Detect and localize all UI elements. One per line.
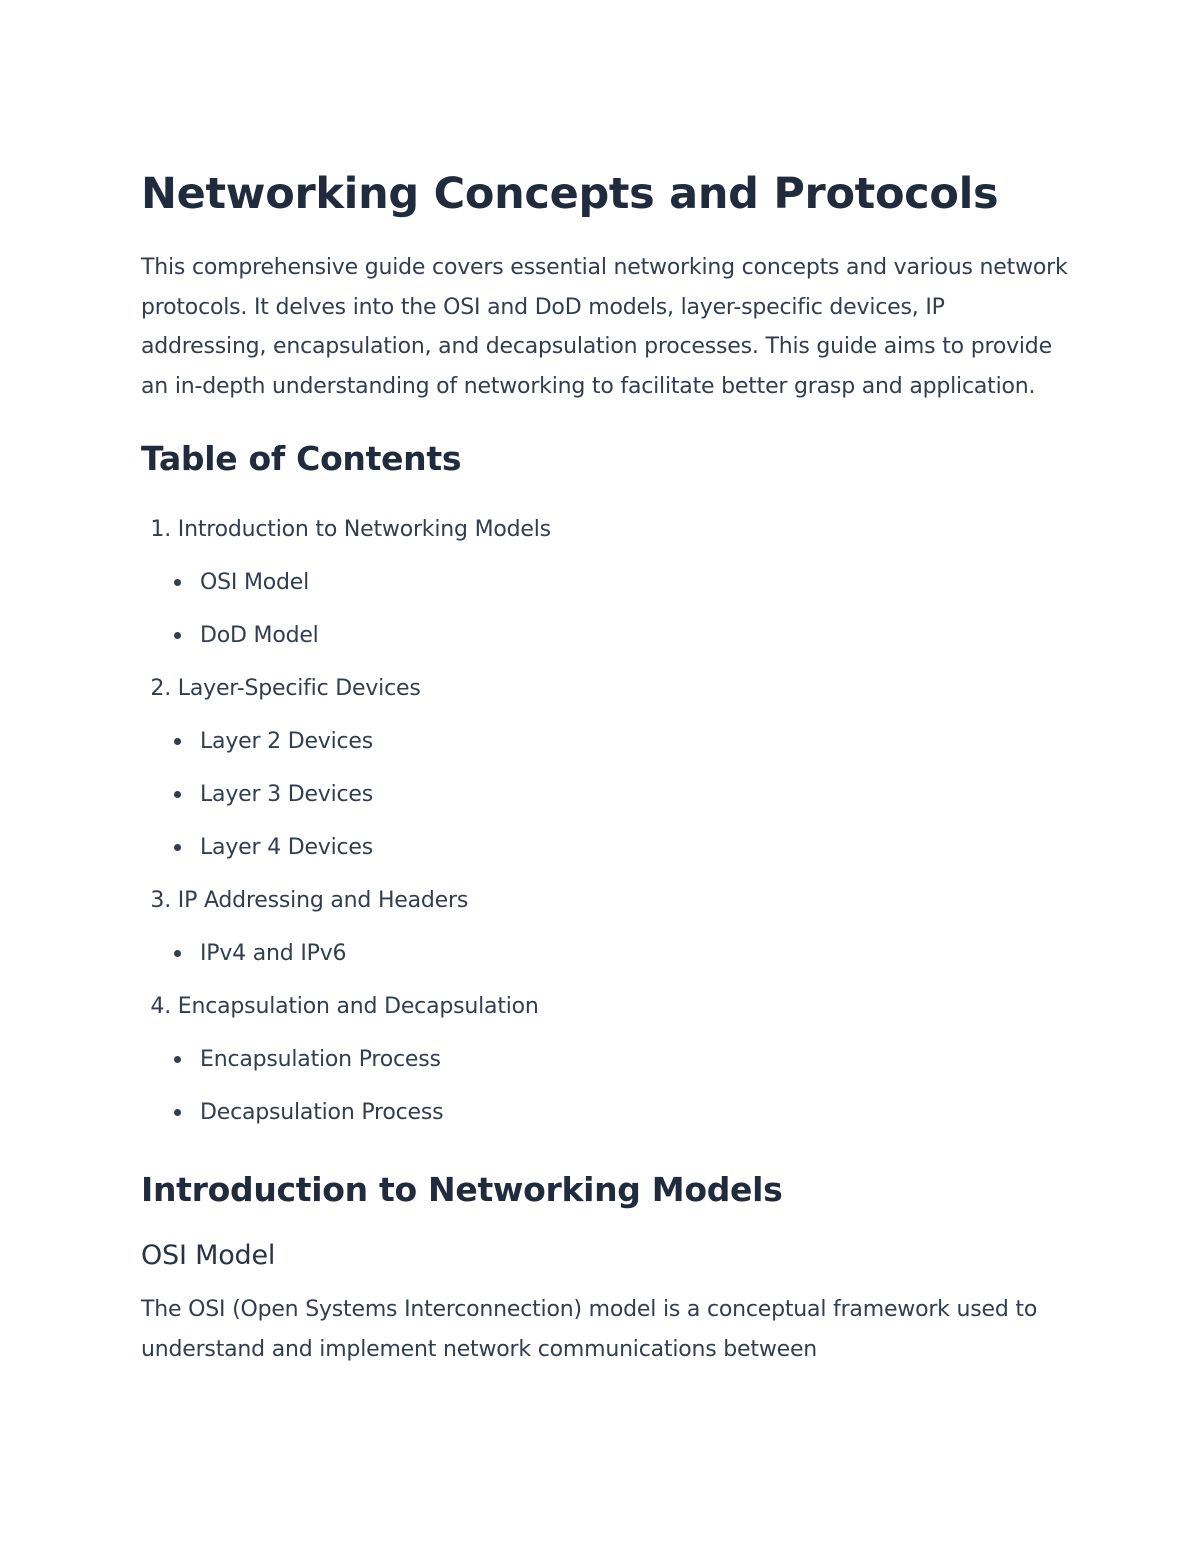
toc-subitem-label: OSI Model (200, 570, 310, 595)
bullet-icon (174, 1056, 181, 1063)
toc-subitem-label: Encapsulation Process (200, 1047, 441, 1072)
toc-subitem[interactable] (141, 1033, 1071, 1086)
toc-item[interactable] (141, 874, 1071, 980)
toc-heading: Table of Contents (141, 439, 462, 478)
toc-sublist (141, 1033, 1071, 1139)
section-paragraph: The OSI (Open Systems Interconnection) model is a conceptual framework used to understand and implement network communications between (141, 1297, 1038, 1362)
bullet-icon (174, 1109, 181, 1116)
toc-sublist (141, 556, 1071, 662)
bullet-icon (174, 791, 181, 798)
toc-subitem-label: Layer 4 Devices (200, 835, 374, 860)
toc-subitem[interactable] (141, 927, 1071, 980)
toc-item-number: 4. (150, 994, 171, 1019)
subsection-heading: OSI Model (141, 1240, 276, 1271)
toc-subitem[interactable] (141, 768, 1071, 821)
toc-item-label: Layer-Specific Devices (177, 676, 421, 701)
toc-item[interactable] (141, 980, 1071, 1139)
toc-subitem[interactable] (141, 715, 1071, 768)
document-page (141, 160, 1071, 1370)
toc-subitem-label: Decapsulation Process (200, 1100, 444, 1125)
toc-item[interactable] (141, 662, 1071, 874)
intro-paragraph: This comprehensive guide covers essential networking concepts and various network protocols. It delves into the OSI and DoD models, layer-specific devices, IP addressing, encapsulation, and decapsulation processes. This guide aims to provide an in-depth understanding of networking to facilitate better grasp and application. (141, 255, 1068, 399)
toc-item-label: Introduction to Networking Models (177, 517, 551, 542)
toc-subitem[interactable] (141, 609, 1071, 662)
bullet-icon (174, 632, 181, 639)
toc-item-number: 1. (150, 517, 171, 542)
toc-subitem-label: DoD Model (200, 623, 319, 648)
toc-subitem-label: Layer 2 Devices (200, 729, 374, 754)
toc-item-number: 3. (150, 888, 171, 913)
section-heading: Introduction to Networking Models (141, 1170, 783, 1209)
toc-subitem[interactable] (141, 1086, 1071, 1139)
bullet-icon (174, 950, 181, 957)
toc-subitem[interactable] (141, 821, 1071, 874)
toc-item-label: Encapsulation and Decapsulation (177, 994, 539, 1019)
toc-sublist (141, 715, 1071, 874)
bullet-icon (174, 738, 181, 745)
toc-sublist (141, 927, 1071, 980)
document-title: Networking Concepts and Protocols (141, 169, 999, 219)
toc-subitem[interactable] (141, 556, 1071, 609)
toc-subitem-label: Layer 3 Devices (200, 782, 374, 807)
bullet-icon (174, 579, 181, 586)
toc-item[interactable] (141, 503, 1071, 662)
toc-subitem-label: IPv4 and IPv6 (200, 941, 347, 966)
table-of-contents (141, 503, 1071, 1139)
bullet-icon (174, 844, 181, 851)
toc-item-label: IP Addressing and Headers (177, 888, 469, 913)
toc-item-number: 2. (150, 676, 171, 701)
